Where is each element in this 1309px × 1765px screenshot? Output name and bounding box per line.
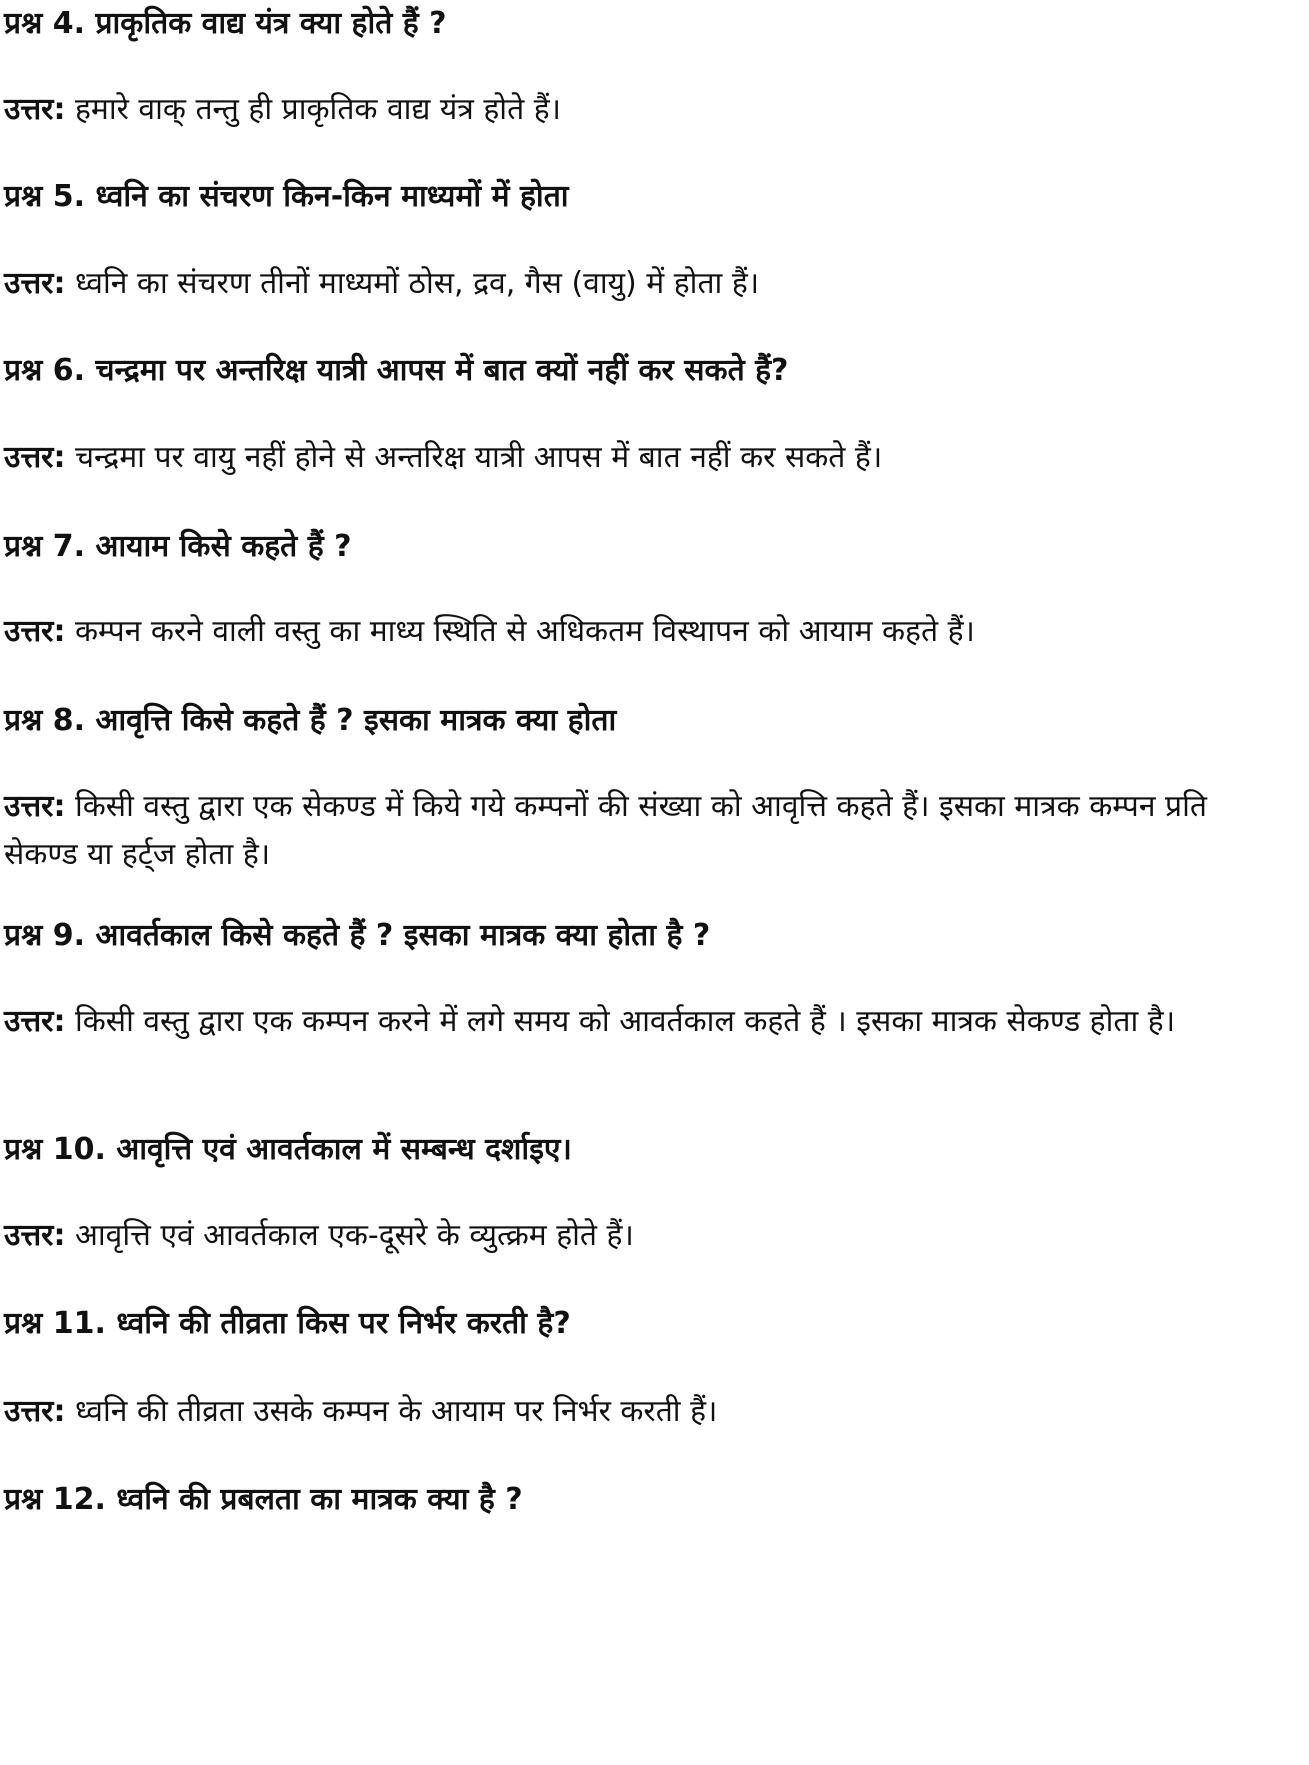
answer-label: उत्तर:	[4, 440, 66, 475]
answer-text: चन्द्रमा पर वायु नहीं होने से अन्तरिक्ष यात्री आपस में बात नहीं कर सकते हैं।	[74, 440, 883, 475]
answer-text: ध्वनि की तीव्रता उसके कम्पन के आयाम पर निर्भर करती हैं।	[74, 1394, 718, 1429]
answer-label: उत्तर:	[4, 1218, 66, 1253]
answer-text: आवृत्ति एवं आवर्तकाल एक-दूसरे के व्युत्क्रम होते हैं।	[74, 1218, 634, 1253]
question-8: प्रश्न 8. आवृत्ति किसे कहते हैं ? इसका मात्रक क्या होता	[4, 703, 617, 738]
answer-4	[4, 86, 1289, 134]
answer-11	[4, 1388, 1289, 1436]
answer-text: हमारे वाक् तन्तु ही प्राकृतिक वाद्य यंत्र होते हैं।	[74, 92, 562, 127]
answer-6	[4, 434, 1289, 482]
question-5: प्रश्न 5. ध्वनि का संचरण किन-किन माध्यमों में होता	[4, 179, 569, 214]
question-9: प्रश्न 9. आवर्तकाल किसे कहते हैं ? इसका मात्रक क्या होता है ?	[4, 918, 711, 953]
answer-label: उत्तर:	[4, 266, 66, 301]
answer-7	[4, 608, 1289, 656]
answer-label: उत्तर:	[4, 1394, 66, 1429]
answer-text: किसी वस्तु द्वारा एक सेकण्ड में किये गये कम्पनों की संख्या को आवृत्ति कहते हैं। इसका मात्रक कम्पन प्रति सेकण्ड या हर्ट्ज होता है।	[4, 789, 1207, 872]
answer-text: किसी वस्तु द्वारा एक कम्पन करने में लगे समय को आवर्तकाल कहते हैं । इसका मात्रक सेकण्ड होता है।	[74, 1004, 1176, 1039]
question-4: प्रश्न 4. प्राकृतिक वाद्य यंत्र क्या होते हैं ?	[4, 6, 447, 41]
question-7: प्रश्न 7. आयाम किसे कहते हैं ?	[4, 529, 352, 564]
answer-label: उत्तर:	[4, 92, 66, 127]
question-6: प्रश्न 6. चन्द्रमा पर अन्तरिक्ष यात्री आपस में बात क्यों नहीं कर सकते हैं?	[4, 353, 789, 388]
answer-5	[4, 260, 1289, 308]
answer-label: उत्तर:	[4, 789, 66, 824]
answer-label: उत्तर:	[4, 1004, 66, 1039]
answer-9	[4, 998, 1289, 1046]
answer-label: उत्तर:	[4, 614, 66, 649]
answer-text: कम्पन करने वाली वस्तु का माध्य स्थिति से अधिकतम विस्थापन को आयाम कहते हैं।	[74, 614, 975, 649]
answer-8	[4, 783, 1289, 879]
question-10: प्रश्न 10. आवृत्ति एवं आवर्तकाल में सम्बन्ध दर्शाइए।	[4, 1132, 572, 1167]
answer-10	[4, 1212, 1289, 1260]
question-12: प्रश्न 12. ध्वनि की प्रबलता का मात्रक क्या है ?	[4, 1482, 523, 1517]
answer-text: ध्वनि का संचरण तीनों माध्यमों ठोस, द्रव, गैस (वायु) में होता हैं।	[74, 266, 760, 301]
question-11: प्रश्न 11. ध्वनि की तीव्रता किस पर निर्भर करती है?	[4, 1306, 571, 1341]
